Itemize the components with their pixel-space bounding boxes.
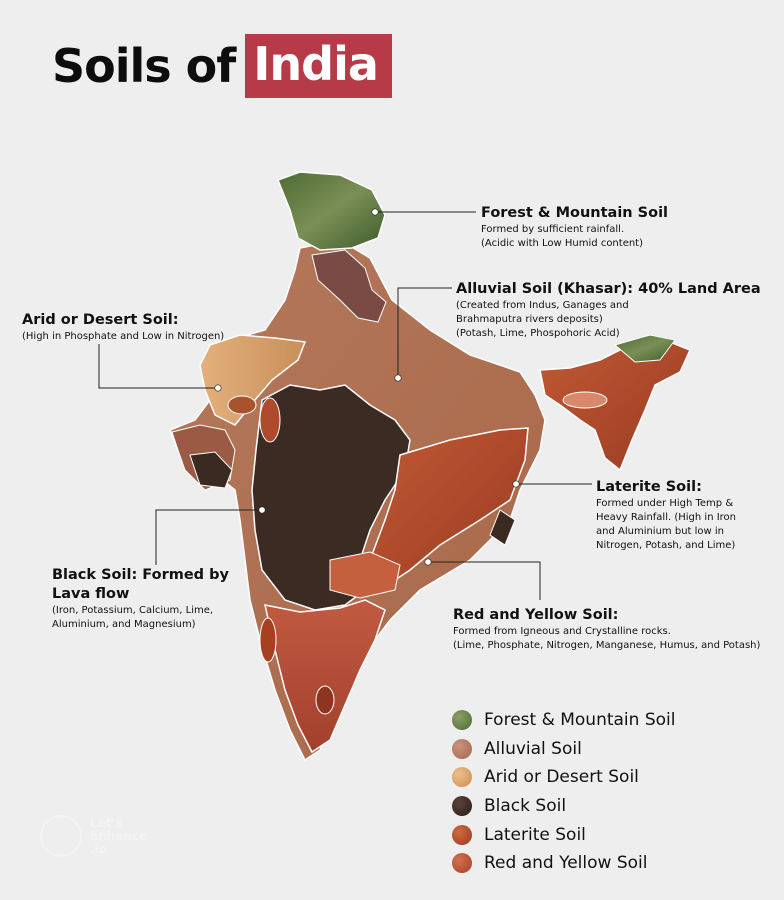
- alluvial-soil-swatch-icon: [452, 739, 472, 759]
- alluvial-label: [456, 280, 761, 341]
- alluvial-desc-3: (Potash, Lime, Phospohoric Acid): [456, 328, 620, 339]
- laterite-desc-3: and Aluminium but low in: [596, 526, 724, 537]
- laterite-soil-swatch-icon: [452, 825, 472, 845]
- legend-item-forest: [452, 706, 675, 735]
- forest-label: [481, 204, 668, 251]
- red-yellow-desc-2: (Lime, Phosphate, Nitrogen, Manganese, Humus, and Potash): [453, 640, 761, 651]
- arid-heading: Arid or Desert Soil:: [22, 312, 179, 328]
- legend-label-alluvial: Alluvial Soil: [484, 738, 582, 759]
- black-soil-swatch-icon: [452, 796, 472, 816]
- laterite-heading: Laterite Soil:: [596, 479, 702, 495]
- northeast-patch: [563, 392, 607, 408]
- title-plain: Soils of: [52, 39, 236, 93]
- black-desc-1: (Iron, Potassium, Calcium, Lime,: [52, 605, 214, 616]
- arid-soil-swatch-icon: [452, 767, 472, 787]
- arid-desc-1: (High in Phosphate and Low in Nitrogen): [22, 331, 225, 342]
- red-yellow-soil-swatch-icon: [452, 853, 472, 873]
- red-yellow-heading: Red and Yellow Soil:: [453, 607, 619, 623]
- black-heading-2: Lava flow: [52, 586, 130, 602]
- watermark-logo-icon: [40, 815, 82, 857]
- forest-desc-1: Formed by sufficient rainfall.: [481, 224, 625, 235]
- alluvial-desc-1: (Created from Indus, Ganages and: [456, 300, 629, 311]
- watermark-text: [90, 817, 160, 856]
- watermark-line-3: .io: [90, 841, 107, 856]
- northeast-region: [540, 338, 690, 470]
- laterite-desc-1: Formed under High Temp &: [596, 498, 734, 509]
- watermark-line-1: Let's: [90, 815, 123, 830]
- legend-label-arid: Arid or Desert Soil: [484, 767, 639, 788]
- red-yellow-label: [453, 606, 760, 653]
- forest-desc-2: (Acidic with Low Humid content): [481, 238, 644, 249]
- laterite-label: [596, 478, 736, 553]
- forest-region: [278, 172, 385, 250]
- legend-item-red-yellow: [452, 849, 675, 878]
- red-yellow-desc-1: Formed from Igneous and Crystalline rocks.: [453, 626, 671, 637]
- arid-patch: [228, 396, 256, 414]
- legend-label-black: Black Soil: [484, 796, 567, 817]
- laterite-desc-4: Nitrogen, Potash, and Lime): [596, 540, 736, 551]
- watermark-line-2: Enhance: [90, 828, 148, 843]
- legend-label-red-yellow: Red and Yellow Soil: [484, 853, 648, 874]
- legend-item-laterite: [452, 820, 675, 849]
- forest-soil-swatch-icon: [452, 710, 472, 730]
- legend: [452, 706, 675, 878]
- legend-item-arid: [452, 763, 675, 792]
- alluvial-heading: Alluvial Soil (Khasar): 40% Land Area: [456, 281, 761, 297]
- forest-heading: Forest & Mountain Soil: [481, 205, 669, 221]
- black-heading-1: Black Soil: Formed by: [52, 567, 229, 583]
- black-desc-2: Aluminium, and Magnesium): [52, 619, 196, 630]
- watermark: [40, 815, 160, 857]
- black-patch-west: [260, 398, 280, 442]
- laterite-southwest-patch: [260, 618, 276, 662]
- legend-label-forest: Forest & Mountain Soil: [484, 710, 676, 731]
- black-label: [52, 566, 229, 632]
- legend-label-laterite: Laterite Soil: [484, 824, 586, 845]
- red-yellow-region: [265, 600, 385, 752]
- legend-item-alluvial: [452, 735, 675, 764]
- laterite-desc-2: Heavy Rainfall. (High in Iron: [596, 512, 737, 523]
- arid-label: [22, 311, 224, 344]
- title-highlight: India: [245, 34, 392, 98]
- laterite-south-patch: [316, 686, 334, 714]
- alluvial-desc-2: Brahmaputra rivers deposits): [456, 314, 603, 325]
- legend-item-black: [452, 792, 675, 821]
